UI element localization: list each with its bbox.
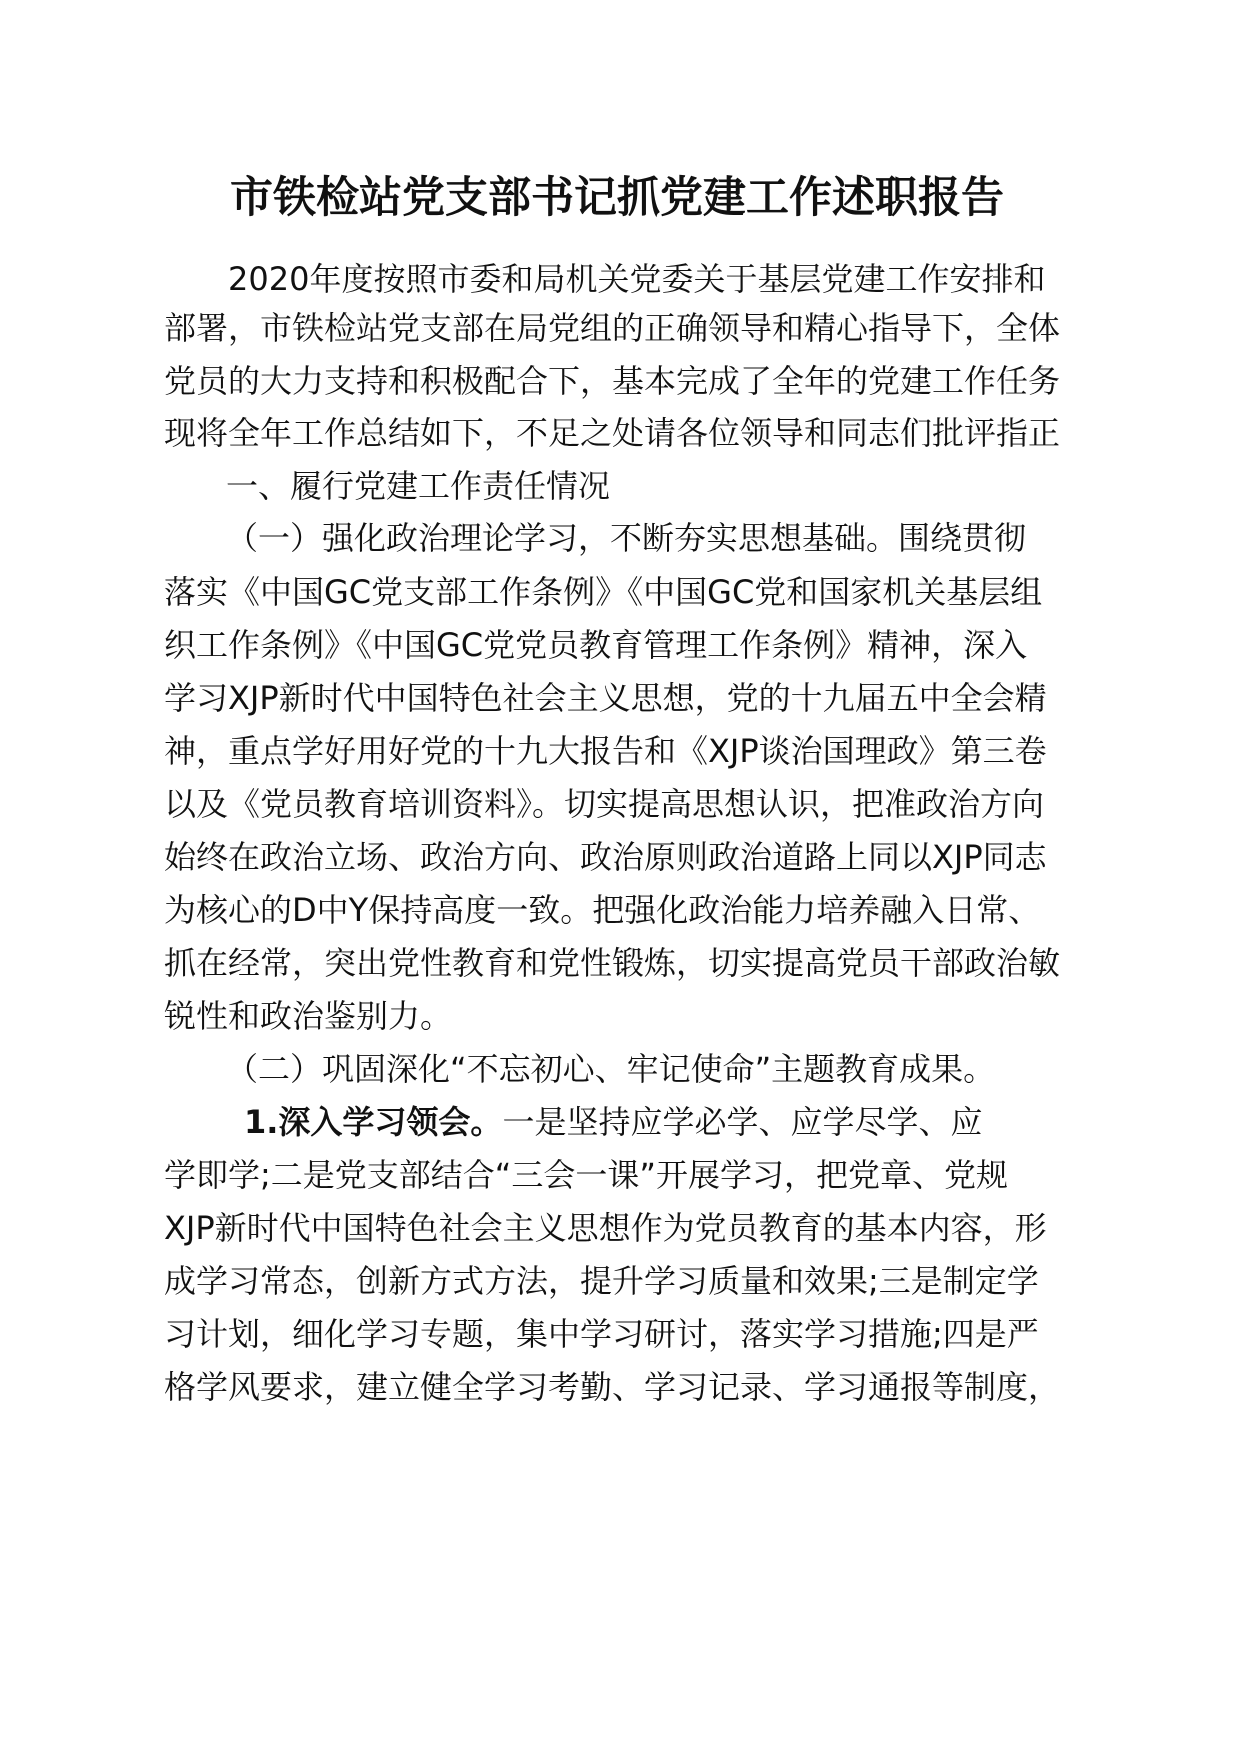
document-title: 市铁检站党支部书记抓党建工作述职报告 bbox=[230, 173, 1004, 223]
paragraph-line: 始终在政治立场、政治方向、政治原则政治道路上同以XJP同志 bbox=[164, 838, 1047, 876]
paragraph-line: 成学习常态，创新方式方法，提升学习质量和效果;三是制定学 bbox=[164, 1262, 1039, 1300]
paragraph-line bbox=[244, 1097, 982, 1147]
paragraph-line: 神，重点学好用好党的十九大报告和《XJP谈治国理政》第三卷 bbox=[164, 732, 1047, 770]
paragraph-line: （一）强化政治理论学习，不断夯实思想基础。围绕贯彻 bbox=[226, 519, 1027, 557]
paragraph-line: XJP新时代中国特色社会主义思想作为党员教育的基本内容，形 bbox=[164, 1209, 1047, 1247]
numbered-heading: 1.深入学习领会。 bbox=[244, 1103, 503, 1141]
paragraph-line: 学习XJP新时代中国特色社会主义思想，党的十九届五中全会精 bbox=[164, 679, 1047, 717]
paragraph-line: 部署，市铁检站党支部在局党组的正确领导和精心指导下，全体 bbox=[164, 309, 1061, 347]
paragraph-line: 格学风要求，建立健全学习考勤、学习记录、学习通报等制度， bbox=[164, 1368, 1061, 1406]
paragraph-line: 落实《中国GC党支部工作条例》《中国GC党和国家机关基层组 bbox=[164, 573, 1043, 611]
paragraph-line: 锐性和政治鉴别力。 bbox=[164, 997, 453, 1035]
paragraph-line: 学即学;二是党支部结合“三会一课”开展学习，把党章、党规 bbox=[164, 1156, 1008, 1194]
paragraph-line: 党员的大力支持和积极配合下，基本完成了全年的党建工作任务 bbox=[164, 362, 1061, 400]
paragraph-line: 织工作条例》《中国GC党党员教育管理工作条例》精神，深入 bbox=[164, 626, 1028, 664]
paragraph-line: 2020年度按照市委和局机关党委关于基层党建工作安排和 bbox=[228, 260, 1046, 298]
section-heading: 一、履行党建工作责任情况 bbox=[226, 467, 611, 505]
paragraph-line: 为核心的D中Y保持高度一致。把强化政治能力培养融入日常、 bbox=[164, 891, 1041, 929]
paragraph-text: 一是坚持应学必学、应学尽学、应 bbox=[502, 1103, 983, 1141]
paragraph-line: 现将全年工作总结如下，不足之处请各位领导和同志们批评指正 bbox=[164, 414, 1061, 452]
paragraph-line: 抓在经常，突出党性教育和党性锻炼，切实提高党员干部政治敏 bbox=[164, 944, 1061, 982]
paragraph-line: 以及《党员教育培训资料》。切实提高思想认识，把准政治方向 bbox=[164, 785, 1045, 823]
paragraph-line: 习计划，细化学习专题，集中学习研讨，落实学习措施;四是严 bbox=[164, 1315, 1039, 1353]
subsection-heading: （二）巩固深化“不忘初心、牢记使命”主题教育成果。 bbox=[226, 1050, 996, 1088]
